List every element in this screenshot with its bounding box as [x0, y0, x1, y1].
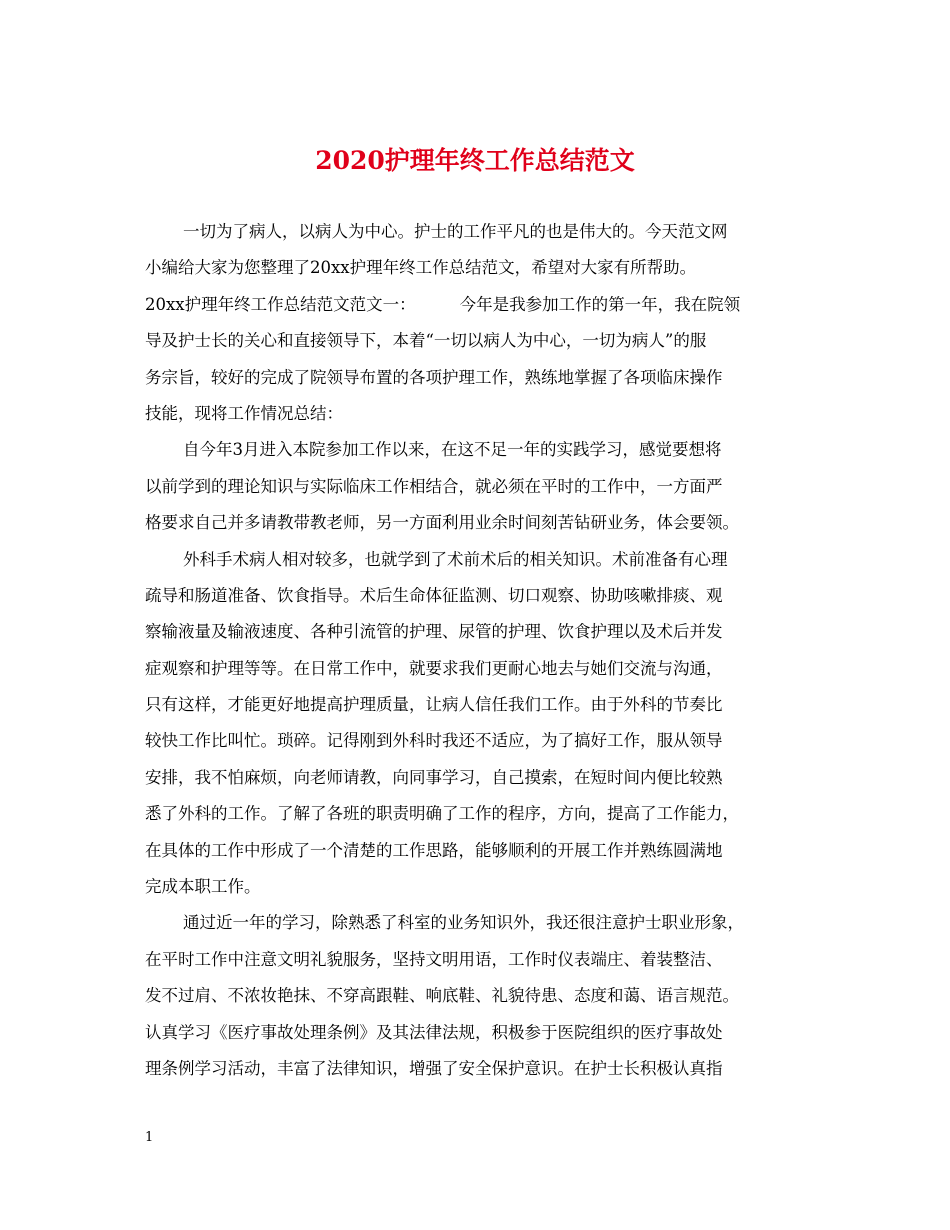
- text-line: [145, 469, 810, 505]
- text-line: [145, 760, 810, 796]
- text-line-content: 悉了外科的工作。了解了各班的职责明确了工作的程序，方向，提高了工作能力，: [145, 804, 739, 824]
- page-number: 1: [145, 1130, 154, 1145]
- text-line-content: 认真学习《医疗事故处理条例》及其法律法规，积极参于医院组织的医疗事故处: [145, 1022, 723, 1042]
- text-line: [145, 214, 810, 250]
- text-line-content: 以前学到的理论知识与实际临床工作相结合，就必须在平时的工作中，一方面严: [145, 476, 723, 496]
- text-line: [145, 396, 810, 432]
- text-line-content: 小编给大家为您整理了20xx护理年终工作总结范文，希望对大家有所帮助。: [145, 258, 697, 278]
- text-line-content: 在具体的工作中形成了一个清楚的工作思路，能够顺利的开展工作并熟练圆满地: [145, 840, 723, 860]
- text-line: [145, 1051, 810, 1087]
- text-line-content: 一切为了病人，以病人为中心。护士的工作平凡的也是伟大的。今天范文网: [183, 222, 728, 241]
- text-line-content: 外科手术病人相对较多，也就学到了术前术后的相关知识。术前准备有心理: [183, 549, 728, 569]
- text-line: [145, 505, 810, 541]
- text-line: [145, 687, 810, 723]
- text-line: [145, 432, 810, 468]
- text-line: [145, 833, 810, 869]
- text-line-content: 自今年3月进入本院参加工作以来，在这不足一年的实践学习，感觉要想将: [183, 440, 722, 460]
- text-line: [145, 250, 810, 286]
- text-line: [145, 723, 810, 759]
- text-line: [145, 978, 810, 1014]
- text-line: [145, 869, 810, 905]
- text-line-content: 务宗旨，较好的完成了院领导布置的各项护理工作，熟练地掌握了各项临床操作: [145, 367, 723, 387]
- text-line: [145, 614, 810, 650]
- document-body: [145, 214, 810, 1087]
- text-line: [145, 360, 810, 396]
- text-line-content: 格要求自己并多请教带教老师，另一方面利用业余时间刻苦钻研业务，体会要领。: [145, 513, 739, 533]
- text-line-content: 发不过肩、不浓妆艳抹、不穿高跟鞋、响底鞋、礼貌待患、态度和蔼、语言规范。: [145, 986, 739, 1006]
- text-line: [145, 1015, 810, 1051]
- text-line: [145, 542, 810, 578]
- text-line-content: 技能，现将工作情况总结：: [145, 403, 343, 423]
- text-line-content: 安排，我不怕麻烦，向老师请教，向同事学习，自己摸索，在短时间内便比较熟: [145, 767, 723, 787]
- text-line-content: 只有这样，才能更好地提高护理质量，让病人信任我们工作。由于外科的节奏比: [145, 695, 723, 715]
- text-line-content: 较快工作比叫忙。琐碎。记得刚到外科时我还不适应，为了搞好工作，服从领导: [145, 731, 723, 751]
- text-line: [145, 651, 810, 687]
- text-line: [145, 578, 810, 614]
- text-line-content: 20xx护理年终工作总结范文范文一：: [145, 294, 416, 314]
- text-line: [145, 796, 810, 832]
- text-line-content: 导及护士长的关心和直接领导下，本着“一切以病人为中心，一切为病人”的服: [145, 331, 707, 351]
- text-line-content: 理条例学习活动，丰富了法律知识，增强了安全保护意识。在护士长积极认真指: [145, 1058, 723, 1078]
- text-line: [145, 905, 810, 941]
- text-line-content: 在平时工作中注意文明礼貌服务，坚持文明用语，工作时仪表端庄、着装整洁、: [145, 949, 723, 969]
- text-line-content: 疏导和肠道准备、饮食指导。术后生命体征监测、切口观察、协助咳嗽排痰、观: [145, 585, 723, 605]
- text-line-tail: 今年是我参加工作的第一年，我在院领: [459, 294, 741, 314]
- document-title: 2020护理年终工作总结范文: [315, 146, 635, 175]
- text-line-content: 症观察和护理等等。在日常工作中，就要求我们更耐心地去与她们交流与沟通，: [145, 658, 723, 678]
- text-line-content: 通过近一年的学习，除熟悉了科室的业务知识外，我还很注意护士职业形象，: [183, 913, 744, 933]
- text-line: [145, 323, 810, 359]
- text-line-content: 完成本职工作。: [145, 877, 261, 897]
- text-line: [145, 942, 810, 978]
- text-line: [145, 287, 810, 323]
- text-line-content: 察输液量及输液速度、各种引流管的护理、尿管的护理、饮食护理以及术后并发: [145, 622, 723, 642]
